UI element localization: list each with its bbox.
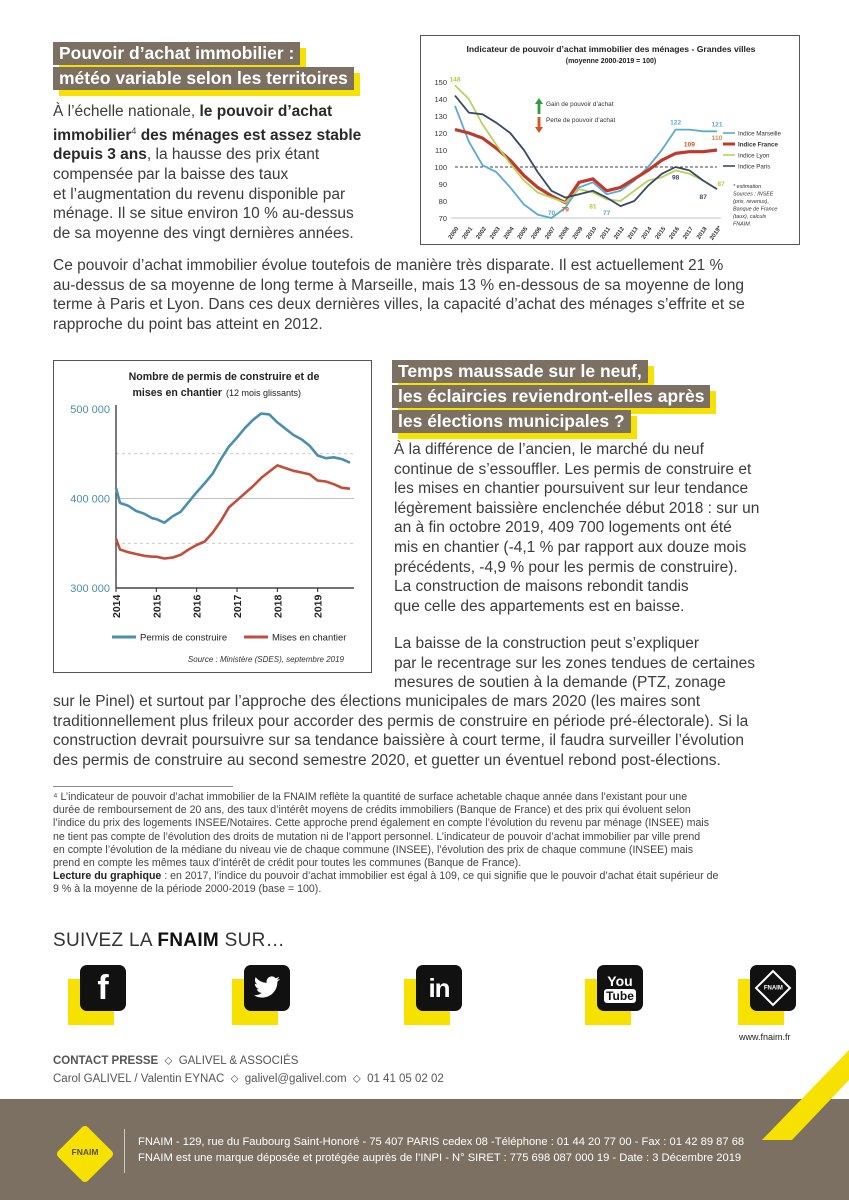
chart1-ytick: 90 bbox=[438, 180, 447, 189]
contact-label: CONTACT PRESSE bbox=[53, 1055, 159, 1067]
chart1-xtick: 2013 bbox=[627, 226, 640, 241]
youtube-icon bbox=[597, 965, 643, 1011]
chart1-subtitle: (moyenne 2000-2019 = 100) bbox=[565, 58, 657, 65]
website-link[interactable]: www.fnaim.fr bbox=[739, 1032, 791, 1042]
chart1-ytick: 80 bbox=[438, 197, 447, 206]
chart1-data-label: 70 bbox=[547, 210, 556, 217]
youtube-glyph-tube: Tube bbox=[606, 988, 634, 1003]
chart1-xtick: 2010 bbox=[585, 226, 599, 241]
chart1-xtick: 2006 bbox=[530, 226, 544, 241]
chart2-title-line2: mises en chantier bbox=[132, 387, 222, 399]
text-line: terme à Paris et Lyon. Dans ces deux dernières villes, la capacité d’achat des ménages s’effrite et se bbox=[53, 296, 745, 314]
lecture-line2: 9 % à la moyenne de la période 2000-2019 (base = 100). bbox=[53, 883, 322, 896]
chart1-xtick: 2002 bbox=[475, 226, 489, 241]
footnote-line: prend en compte les mêmes taux d’intérêt de crédit pour toutes les communes (Banque de France). bbox=[53, 857, 522, 870]
chart1-xtick: 2004 bbox=[503, 226, 516, 241]
chart1-xtick: 2008 bbox=[558, 226, 571, 241]
text-segment: immobilier bbox=[53, 126, 132, 144]
footnote-divider bbox=[53, 786, 233, 787]
chart1-ytick: 140 bbox=[434, 95, 447, 104]
chart1-note-line: Sources : INSEE bbox=[733, 191, 774, 198]
section2-heading-line: les élections municipales ? bbox=[392, 410, 631, 433]
chart1-legend-label: Indice Marseille bbox=[738, 130, 781, 138]
chart1-xtick: 2003 bbox=[489, 226, 502, 241]
footnote-line: durée de remboursement de 20 ans, des taux d’intérêt moyens de crédits immobiliers (Banque de France) et des prix qui évoluent selon bbox=[53, 804, 691, 817]
text-segment: depuis 3 ans bbox=[53, 146, 147, 164]
footer-address: FNAIM - 129, rue du Faubourg Saint-Honoré - 75 407 PARIS cedex 08 -Téléphone : 01 44 20 77 00 - Fax : 01 42 89 87 68 bbox=[138, 1136, 745, 1148]
facebook-link[interactable] bbox=[80, 965, 140, 1025]
chart2-xtick: 2016 bbox=[191, 594, 204, 618]
chart1-xtick: 2015 bbox=[654, 226, 668, 241]
chart1-data-label: 79 bbox=[561, 206, 569, 214]
footnote-line: ne tient pas compte de l’évolution des droits de mutation ni de l’apport personnel. L’indicateur de pouvoir d’achat immobilier par ville prend bbox=[53, 830, 701, 843]
text-line: traditionnellement plus frileux pour accorder des permis de construire en période pré-électorale). Si la bbox=[53, 712, 749, 730]
chart1-data-label: 109 bbox=[683, 141, 695, 149]
chart1-data-label: 77 bbox=[603, 210, 611, 218]
section2-paragraph1 bbox=[394, 440, 814, 616]
text-line: les mises en chantier poursuivent sur leur tendance bbox=[394, 480, 749, 498]
chart1-xtick: 2005 bbox=[516, 226, 530, 241]
chart1-note-line: * estimation bbox=[733, 184, 762, 190]
footnote-lecture bbox=[53, 870, 813, 883]
contact-agency: GALIVEL & ASSOCIÉS bbox=[178, 1055, 299, 1067]
social-title-pre: SUIVEZ LA bbox=[53, 930, 158, 951]
footer-legal: FNAIM est une marque déposée et protégée auprès de l’INPI - N° SIRET : 775 698 087 000 19 - Date : 3 Décembre 2019 bbox=[138, 1152, 742, 1164]
social-links bbox=[72, 965, 802, 1027]
text-segment: ménage. Il se situe environ 10 % au-dessus bbox=[53, 205, 354, 223]
chart1-note-line: Banque de France bbox=[733, 206, 778, 213]
chart1-ytick: 100 bbox=[434, 163, 447, 172]
contact-line2 bbox=[53, 1073, 444, 1086]
section1-heading-line2: météo variable selon les territoires bbox=[53, 67, 354, 90]
contact-phone: 01 41 05 02 02 bbox=[367, 1073, 444, 1085]
section1-heading-line1: Pouvoir d’achat immobilier : bbox=[53, 42, 300, 65]
text-line: légèrement baissière enclenchée début 2018 : sur un bbox=[394, 499, 760, 517]
chart1-xtick: 2018 bbox=[696, 226, 709, 241]
fnaim-logo-icon bbox=[750, 965, 796, 1011]
chart1-note-line: (taux), calculs bbox=[733, 214, 767, 220]
text-line: an à fin octobre 2019, 409 700 logements ont été bbox=[394, 519, 732, 537]
chart1-data-label: 87 bbox=[699, 194, 707, 202]
text-line: La construction de maisons rebondit tandis bbox=[394, 578, 689, 596]
text-line: précédents, -4,9 % pour les permis de construire). bbox=[394, 558, 738, 576]
contact-email[interactable]: galivel@galivel.com bbox=[244, 1073, 347, 1085]
footer bbox=[0, 1099, 849, 1200]
section2-paragraph2-bottom bbox=[53, 692, 833, 770]
chart1-xtick: 2001 bbox=[461, 226, 475, 241]
diamond-icon: ⬦ bbox=[230, 1073, 239, 1085]
text-line: Ce pouvoir d’achat immobilier évolue toutefois de manière très disparate. Il est actuellement 21 % bbox=[53, 257, 724, 274]
text-line: À la différence de l’ancien, le marché du neuf bbox=[394, 441, 704, 458]
loss-arrow-icon bbox=[535, 117, 543, 133]
lecture-text: : en 2017, l’indice du pouvoir d’achat immobilier est égal à 109, ce qui signifie que le pouvoir d’achat était supérieur de bbox=[161, 870, 719, 883]
chart1-xtick: 2016 bbox=[668, 226, 682, 241]
diamond-icon: ⬦ bbox=[164, 1055, 173, 1067]
chart2-legend-label: Permis de construire bbox=[140, 632, 228, 644]
chart2-source: Source : Ministère (SDES), septembre 2019 bbox=[187, 655, 344, 664]
text-segment: À l’échelle nationale, bbox=[53, 103, 200, 120]
purchasing-power-chart-frame bbox=[420, 35, 800, 245]
chart1-note-line: (prix, revenus), bbox=[733, 199, 769, 205]
text-line: La baisse de la construction peut s’expliquer bbox=[394, 635, 700, 652]
linkedin-glyph: in bbox=[428, 972, 450, 1003]
youtube-glyph-you: You bbox=[607, 972, 633, 989]
chart1-xtick: 2017 bbox=[682, 226, 695, 241]
text-line: sur le Pinel) et surtout par l’approche des élections municipales de mars 2020 (les maires sont bbox=[53, 693, 701, 710]
section1-heading bbox=[53, 42, 354, 92]
youtube-link[interactable] bbox=[597, 965, 657, 1025]
chart1-title: Indicateur de pouvoir d’achat immobilier des ménages - Grandes villes bbox=[466, 44, 756, 54]
chart2-ytick: 400 000 bbox=[70, 493, 110, 506]
corner-yellow-stripe bbox=[740, 1050, 849, 1140]
footnote-line: ⁴ L’indicateur de pouvoir d’achat immobilier de la FNAIM reflète la quantité de surface achetable chaque année dans l’existant pour une bbox=[53, 791, 688, 803]
chart1-xtick: 2019* bbox=[709, 225, 724, 242]
section2-heading-line: les éclaircies reviendront-elles après bbox=[392, 385, 710, 408]
section2-heading-line: Temps maussade sur le neuf, bbox=[392, 360, 648, 383]
chart2-ytick: 300 000 bbox=[70, 583, 110, 595]
footnote-line: en compte l’évolution de la médiane du niveau vie de chaque commune (INSEE), l’évolution des prix de chaque commune (INSEE) mais bbox=[53, 843, 694, 856]
fnaim-logo-text: FNAIM bbox=[763, 985, 783, 991]
footnote-ref: 4 bbox=[131, 125, 137, 136]
facebook-icon bbox=[80, 965, 126, 1011]
chart2-legend-label: Mises en chantier bbox=[272, 632, 347, 644]
chart1-data-label: 122 bbox=[670, 119, 682, 127]
chart2-title-suffix: (12 mois glissants) bbox=[226, 388, 302, 398]
section2-paragraph2-top bbox=[394, 634, 814, 693]
chart1-xtick: 2011 bbox=[599, 226, 613, 241]
text-segment: et l’augmentation du revenu disponible par bbox=[53, 185, 346, 203]
chart1-xtick: 2007 bbox=[544, 226, 557, 241]
twitter-bird-icon bbox=[253, 976, 281, 1000]
chart1-xtick: 2000 bbox=[447, 226, 461, 241]
section1-paragraph1 bbox=[53, 102, 413, 243]
text-segment: des ménages est assez stable bbox=[136, 126, 362, 144]
contact-names: Carol GALIVEL / Valentin EYNAC bbox=[53, 1073, 225, 1085]
chart1-data-label: 98 bbox=[671, 174, 680, 182]
chart1-ytick: 150 bbox=[434, 78, 447, 87]
text-line: mis en chantier (-4,1 % par rapport aux douze mois bbox=[394, 538, 747, 556]
chart2-ytick: 500 000 bbox=[70, 404, 110, 416]
chart1-ytick: 70 bbox=[438, 214, 447, 223]
footnote-line: l’indice du prix des logements INSEE/Notaires. Cette approche prend également en compte l’évolution du revenu par ménage (INSEE) mais bbox=[53, 817, 709, 830]
lecture-label: Lecture du graphique bbox=[53, 870, 162, 883]
chart2-xtick: 2014 bbox=[111, 594, 123, 618]
chart1-data-label: 148 bbox=[449, 76, 461, 84]
chart1-data-label: 87 bbox=[717, 181, 725, 189]
building-permits-chart bbox=[54, 361, 371, 672]
gain-arrow-icon bbox=[535, 98, 543, 114]
footer-divider bbox=[124, 1129, 125, 1173]
section1-paragraph2 bbox=[53, 256, 813, 334]
chart1-series-line bbox=[455, 96, 717, 207]
footnote bbox=[53, 791, 813, 897]
chart2-title: Nombre de permis de construire et de bbox=[128, 371, 320, 383]
text-line: continue de s’essouffler. Les permis de construire et bbox=[394, 460, 752, 478]
fnaim-footer-logo bbox=[56, 1125, 114, 1183]
fnaim-site-link[interactable] bbox=[750, 965, 810, 1025]
section2-heading bbox=[392, 360, 710, 435]
social-title-post: SUR… bbox=[219, 930, 285, 951]
chart2-xtick: 2015 bbox=[151, 594, 164, 618]
chart1-xtick: 2009 bbox=[571, 226, 585, 241]
chart1-legend-label: Indice Paris bbox=[738, 163, 771, 171]
chart2-series-line bbox=[116, 465, 350, 558]
chart1-data-label: 110 bbox=[711, 135, 723, 142]
text-segment: , la hausse des prix étant bbox=[146, 146, 320, 164]
footer-text bbox=[138, 1134, 744, 1166]
text-segment: de sa moyenne des vingt dernières années. bbox=[53, 224, 354, 242]
text-line: construction devrait poursuivre sur sa tendance baissière à court terme, il faudra surveiller l’évolution bbox=[53, 732, 744, 750]
fnaim-footer-logo-text: FNAIM bbox=[71, 1147, 99, 1157]
social-title bbox=[53, 930, 285, 952]
chart1-legend-label: Indice France bbox=[738, 141, 778, 149]
text-line: des permis de construire au second semestre 2020, et guetter un éventuel rebond post-élections. bbox=[53, 751, 721, 769]
building-permits-chart-frame bbox=[53, 360, 372, 673]
chart1-xtick: 2014 bbox=[640, 226, 654, 241]
chart1-data-label: 121 bbox=[711, 121, 723, 129]
text-line: mesures de soutien à la demande (PTZ, zonage bbox=[394, 674, 726, 692]
text-segment: le pouvoir d’achat bbox=[199, 103, 333, 120]
facebook-glyph: f bbox=[97, 968, 109, 1007]
chart1-ytick: 110 bbox=[435, 146, 447, 155]
chart1-gain-label: Gain de pouvoir d’achat bbox=[546, 101, 614, 108]
twitter-icon bbox=[244, 965, 290, 1011]
text-line: par le recentrage sur les zones tendues de certaines bbox=[394, 654, 756, 672]
chart1-note-line: FNAIM. bbox=[733, 221, 752, 228]
linkedin-icon bbox=[416, 965, 462, 1011]
text-line: que celle des appartements est en baisse. bbox=[394, 597, 685, 615]
chart2-xtick: 2017 bbox=[232, 594, 245, 618]
text-line: au-dessus de sa moyenne de long terme à Marseille, mais 13 % en-dessous de sa moyenne de long bbox=[53, 276, 745, 294]
chart1-data-label: 81 bbox=[589, 203, 597, 211]
linkedin-link[interactable] bbox=[416, 965, 476, 1025]
chart1-xtick: 2012 bbox=[613, 226, 626, 241]
chart1-loss-label: Perte de pouvoir d’achat bbox=[546, 117, 616, 124]
text-line: rapproche du point bas atteint en 2012. bbox=[53, 315, 323, 333]
social-title-brand: FNAIM bbox=[157, 930, 220, 951]
diamond-icon: ⬦ bbox=[352, 1073, 361, 1085]
contact-line1 bbox=[53, 1055, 298, 1068]
chart2-xtick: 2018 bbox=[272, 594, 285, 618]
text-segment: compensée par la baisse des taux bbox=[53, 165, 289, 183]
chart1-ytick: 130 bbox=[434, 112, 447, 121]
purchasing-power-chart bbox=[421, 36, 799, 244]
chart1-legend-label: Indice Lyon bbox=[738, 152, 770, 160]
chart1-ytick: 120 bbox=[434, 129, 447, 138]
chart2-xtick: 2019 bbox=[312, 594, 325, 618]
twitter-link[interactable] bbox=[244, 965, 304, 1025]
chart2-series-line bbox=[116, 414, 350, 523]
